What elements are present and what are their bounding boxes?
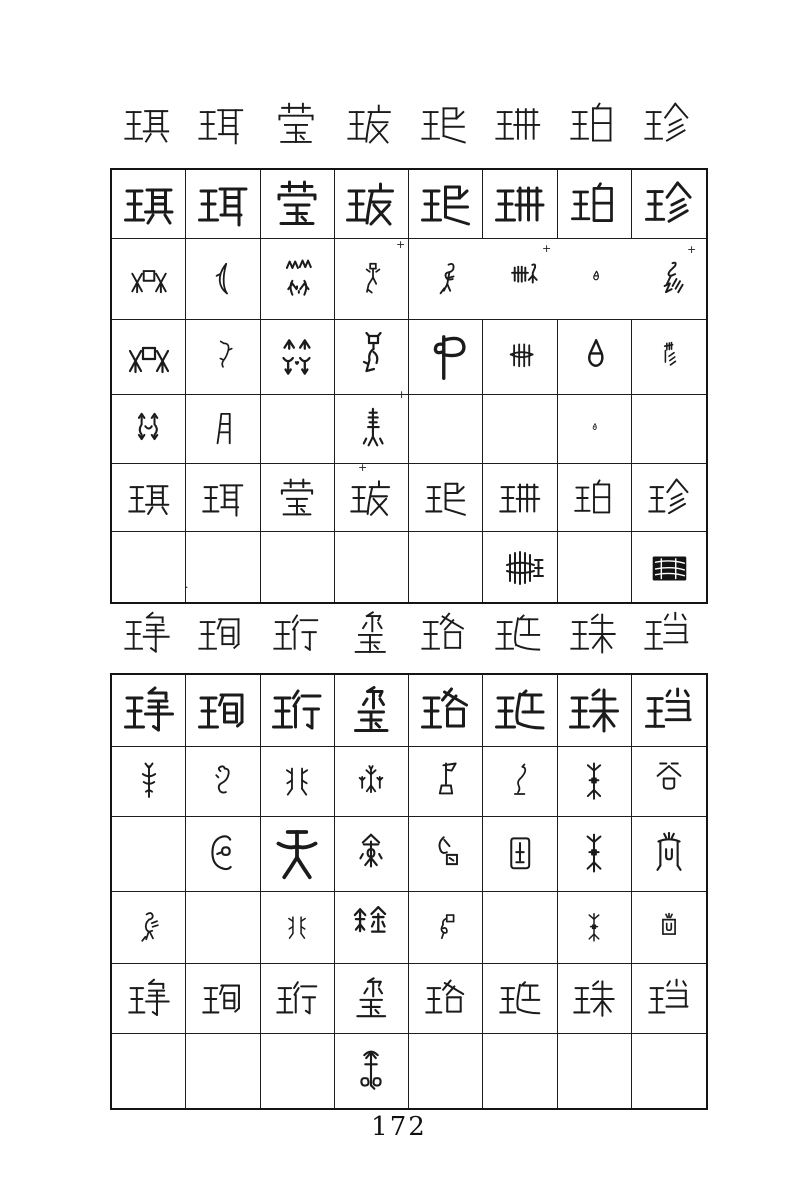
seal-script-glyph	[202, 978, 244, 1020]
header-char-1-8	[630, 96, 704, 152]
oracle-script-glyph-hook3	[204, 338, 242, 376]
header-char-1-6	[481, 96, 555, 152]
glyph-cell	[483, 964, 557, 1034]
glyph-cell	[483, 892, 557, 964]
glyph-cell	[409, 747, 483, 817]
glyph-cell	[483, 464, 557, 532]
seal-script-glyph	[276, 978, 318, 1020]
page-number: 172	[371, 1112, 427, 1142]
glyph-cell	[112, 239, 186, 320]
oracle-script-glyph-bird2	[129, 908, 169, 948]
oracle-script-glyph-xox	[127, 257, 171, 301]
oracle-script-glyph-zhu-tree	[577, 911, 611, 945]
oracle-script-glyph-yu-jin	[345, 902, 397, 954]
glyph-cell	[186, 892, 260, 964]
oracle-script-glyph-spiral-box	[427, 909, 465, 947]
glyph-cell	[632, 817, 706, 892]
scan-mark: +	[396, 238, 406, 251]
glyph-cell	[186, 1034, 260, 1108]
modern-character-glyph	[644, 611, 690, 657]
oracle-script-glyph-crescent	[203, 259, 243, 299]
modern-character-glyph	[495, 611, 541, 657]
glyph-cell	[186, 817, 260, 892]
header-char-1-5	[407, 96, 481, 152]
scan-mark: +	[397, 388, 407, 401]
seal-script-glyph	[569, 686, 619, 736]
glyph-cell	[483, 170, 557, 239]
glyph-cell	[112, 170, 186, 239]
oracle-script-glyph-oval-dot	[199, 830, 247, 878]
seal-script-glyph	[648, 978, 690, 1020]
oracle-script-glyph-moon	[202, 408, 244, 450]
header-char-1-3	[259, 96, 333, 152]
oracle-script-glyph-drop-small	[582, 266, 608, 292]
glyph-cell	[261, 170, 335, 239]
seal-script-glyph	[495, 179, 545, 229]
glyph-cell	[335, 1034, 409, 1108]
oracle-script-glyph-shang-box	[645, 830, 693, 878]
modern-character-glyph	[347, 611, 393, 657]
seal-script-glyph	[574, 478, 614, 518]
glyph-cell	[112, 964, 186, 1034]
glyph-cell	[112, 817, 186, 892]
header-char-2-1	[110, 606, 184, 662]
oracle-script-glyph-hatch-small	[651, 339, 687, 375]
oracle-script-glyph-hatch	[647, 257, 691, 301]
glyph-cell	[632, 170, 706, 239]
glyph-cell	[112, 747, 186, 817]
oracle-script-glyph-tree-cluster	[350, 761, 392, 803]
oracle-script-glyph-yan	[127, 760, 171, 804]
seal-script-glyph	[349, 977, 393, 1021]
seal-script-glyph	[346, 179, 396, 229]
modern-character-glyph	[198, 611, 244, 657]
oracle-script-glyph-bei	[280, 911, 314, 945]
glyph-cell	[335, 675, 409, 747]
oracle-script-glyph-shang-small	[650, 909, 688, 947]
glyph-cell	[186, 464, 260, 532]
modern-character-glyph	[421, 101, 467, 147]
modern-character-glyph	[347, 101, 393, 147]
glyph-cell	[112, 675, 186, 747]
glyph-cell	[483, 320, 557, 395]
oracle-script-glyph-zhu-tree	[572, 760, 616, 804]
glyph-cell	[335, 464, 409, 532]
glyph-cell	[483, 532, 557, 602]
modern-character-glyph	[644, 101, 690, 147]
shuowen-table-bottom-header-row	[110, 606, 704, 662]
glyph-cell	[261, 320, 335, 395]
header-char-2-2	[184, 606, 258, 662]
shuowen-table-top	[110, 168, 708, 604]
seal-script-glyph	[350, 477, 392, 519]
seal-script-glyph	[495, 686, 545, 736]
glyph-cell	[558, 532, 632, 602]
glyph-cell	[632, 464, 706, 532]
seal-script-glyph	[499, 978, 541, 1020]
seal-script-glyph	[645, 687, 693, 735]
oracle-script-glyph-small-figure	[351, 259, 391, 299]
oracle-script-glyph-bird	[425, 258, 467, 300]
glyph-cell	[558, 1034, 632, 1108]
glyph-cell	[409, 892, 483, 964]
seal-script-glyph	[124, 686, 174, 736]
glyph-cell	[186, 964, 260, 1034]
header-char-2-6	[481, 606, 555, 662]
glyph-cell	[632, 675, 706, 747]
header-char-2-8	[630, 606, 704, 662]
dense-ink-glyph	[645, 543, 693, 591]
glyph-cell	[483, 395, 557, 464]
oracle-script-glyph-drop-small	[585, 420, 603, 438]
glyph-cell	[186, 239, 260, 320]
glyph-cell	[558, 964, 632, 1034]
glyph-cell	[409, 239, 483, 320]
glyph-cell	[112, 320, 186, 395]
oracle-script-glyph-ming-box	[424, 832, 468, 876]
seal-script-glyph	[272, 179, 322, 229]
seal-script-glyph	[421, 179, 471, 229]
scan-mark: +	[687, 243, 697, 256]
glyph-cell	[632, 320, 706, 395]
oracle-script-glyph-guo-box	[497, 831, 543, 877]
modern-character-glyph	[273, 101, 319, 147]
glyph-cell	[335, 892, 409, 964]
glyph-cell	[409, 817, 483, 892]
oracle-script-glyph-foot	[346, 332, 396, 382]
glyph-cell	[112, 464, 186, 532]
oracle-script-glyph-flag-box	[424, 760, 468, 804]
oracle-script-glyph-flames-small	[274, 256, 320, 302]
glyph-cell	[409, 1034, 483, 1108]
glyph-cell	[261, 747, 335, 817]
shuowen-table-top-header-row	[110, 96, 704, 152]
glyph-cell	[409, 464, 483, 532]
seal-script-glyph	[425, 477, 467, 519]
glyph-cell	[558, 675, 632, 747]
modern-character-glyph	[570, 611, 616, 657]
oracle-script-glyph-sprout	[126, 406, 172, 452]
glyph-cell	[558, 464, 632, 532]
modern-character-glyph	[124, 611, 170, 657]
glyph-cell	[335, 964, 409, 1034]
glyph-cell	[261, 239, 335, 320]
glyph-cell	[186, 170, 260, 239]
glyph-cell	[483, 747, 557, 817]
glyph-cell	[558, 747, 632, 817]
scan-mark: .	[185, 578, 189, 591]
glyph-cell	[186, 395, 260, 464]
glyph-cell	[261, 892, 335, 964]
oracle-script-glyph-comb	[499, 336, 541, 378]
glyph-cell	[112, 1034, 186, 1108]
glyph-cell	[261, 395, 335, 464]
header-char-2-7	[556, 606, 630, 662]
glyph-cell	[558, 892, 632, 964]
oracle-script-glyph-zhu-tree	[571, 831, 617, 877]
seal-script-glyph	[198, 686, 248, 736]
glyph-cell	[261, 532, 335, 602]
glyph-cell	[335, 817, 409, 892]
header-char-1-2	[184, 96, 258, 152]
oracle-script-glyph-snake	[500, 762, 540, 802]
glyph-cell	[558, 817, 632, 892]
oracle-script-glyph-spiral-hook	[202, 761, 244, 803]
modern-character-glyph	[570, 101, 616, 147]
glyph-cell	[483, 675, 557, 747]
modern-character-glyph	[198, 101, 244, 147]
glyph-cell	[261, 817, 335, 892]
seal-script-glyph	[272, 686, 322, 736]
glyph-cell	[409, 964, 483, 1034]
glyph-cell	[186, 747, 260, 817]
seal-script-glyph	[128, 978, 170, 1020]
oracle-script-glyph-big-da	[268, 825, 326, 883]
glyph-cell	[335, 239, 409, 320]
glyph-cell	[112, 395, 186, 464]
glyph-cell	[558, 395, 632, 464]
glyph-cell	[186, 532, 260, 602]
glyph-cell	[558, 170, 632, 239]
glyph-cell	[335, 320, 409, 395]
glyph-cell	[409, 675, 483, 747]
oracle-script-glyph-bei	[276, 761, 318, 803]
glyph-cell	[558, 320, 632, 395]
seal-script-glyph	[499, 477, 541, 519]
oracle-script-glyph-dense-comb	[495, 542, 545, 592]
oracle-script-glyph-comb-fig	[498, 257, 542, 301]
glyph-cell	[409, 532, 483, 602]
seal-script-glyph	[425, 978, 467, 1020]
glyph-cell	[632, 892, 706, 964]
glyph-cell	[632, 1034, 706, 1108]
glyph-cell	[112, 532, 186, 602]
seal-script-glyph	[648, 477, 690, 519]
glyph-cell	[261, 964, 335, 1034]
glyph-cell	[261, 1034, 335, 1108]
oracle-script-glyph-tall-thin	[347, 405, 395, 453]
scan-mark: +	[358, 461, 368, 474]
glyph-cell	[261, 464, 335, 532]
header-char-1-7	[556, 96, 630, 152]
seal-script-glyph	[198, 179, 248, 229]
glyph-cell	[335, 395, 409, 464]
oracle-script-glyph-xox	[124, 332, 174, 382]
glyph-cell	[483, 1034, 557, 1108]
glyph-cell	[409, 320, 483, 395]
seal-script-glyph	[128, 477, 170, 519]
seal-script-glyph	[124, 179, 174, 229]
oracle-script-glyph-drop-big	[572, 335, 616, 379]
header-char-1-1	[110, 96, 184, 152]
glyph-cell	[483, 817, 557, 892]
glyph-cell	[409, 170, 483, 239]
header-char-2-4	[333, 606, 407, 662]
shuowen-table-bottom	[110, 673, 708, 1110]
glyph-cell	[632, 747, 706, 817]
glyph-cell	[558, 239, 632, 320]
glyph-cell	[335, 747, 409, 817]
header-char-1-4	[333, 96, 407, 152]
scan-mark: +	[542, 242, 552, 255]
seal-script-glyph	[346, 686, 396, 736]
header-char-2-5	[407, 606, 481, 662]
glyph-cell	[186, 320, 260, 395]
modern-character-glyph	[421, 611, 467, 657]
glyph-cell	[335, 532, 409, 602]
glyph-cell	[112, 892, 186, 964]
glyph-cell	[261, 675, 335, 747]
glyph-cell	[409, 395, 483, 464]
modern-character-glyph	[273, 611, 319, 657]
modern-character-glyph	[495, 101, 541, 147]
oracle-script-glyph-banner	[418, 329, 474, 385]
glyph-cell	[186, 675, 260, 747]
seal-script-glyph	[645, 180, 693, 228]
modern-character-glyph	[124, 101, 170, 147]
oracle-script-glyph-tai-tree	[347, 830, 395, 878]
seal-script-glyph	[573, 978, 615, 1020]
oracle-script-glyph-flames4	[271, 331, 323, 383]
seal-script-glyph	[202, 477, 244, 519]
seal-script-glyph	[571, 181, 617, 227]
oracle-script-glyph-he-roof	[647, 760, 691, 804]
header-char-2-3	[259, 606, 333, 662]
seal-script-glyph	[276, 477, 318, 519]
seal-script-glyph	[421, 686, 471, 736]
glyph-cell	[632, 964, 706, 1034]
oracle-script-glyph-er-ornate	[347, 1047, 395, 1095]
glyph-cell	[632, 395, 706, 464]
glyph-cell	[632, 532, 706, 602]
glyph-cell	[335, 170, 409, 239]
